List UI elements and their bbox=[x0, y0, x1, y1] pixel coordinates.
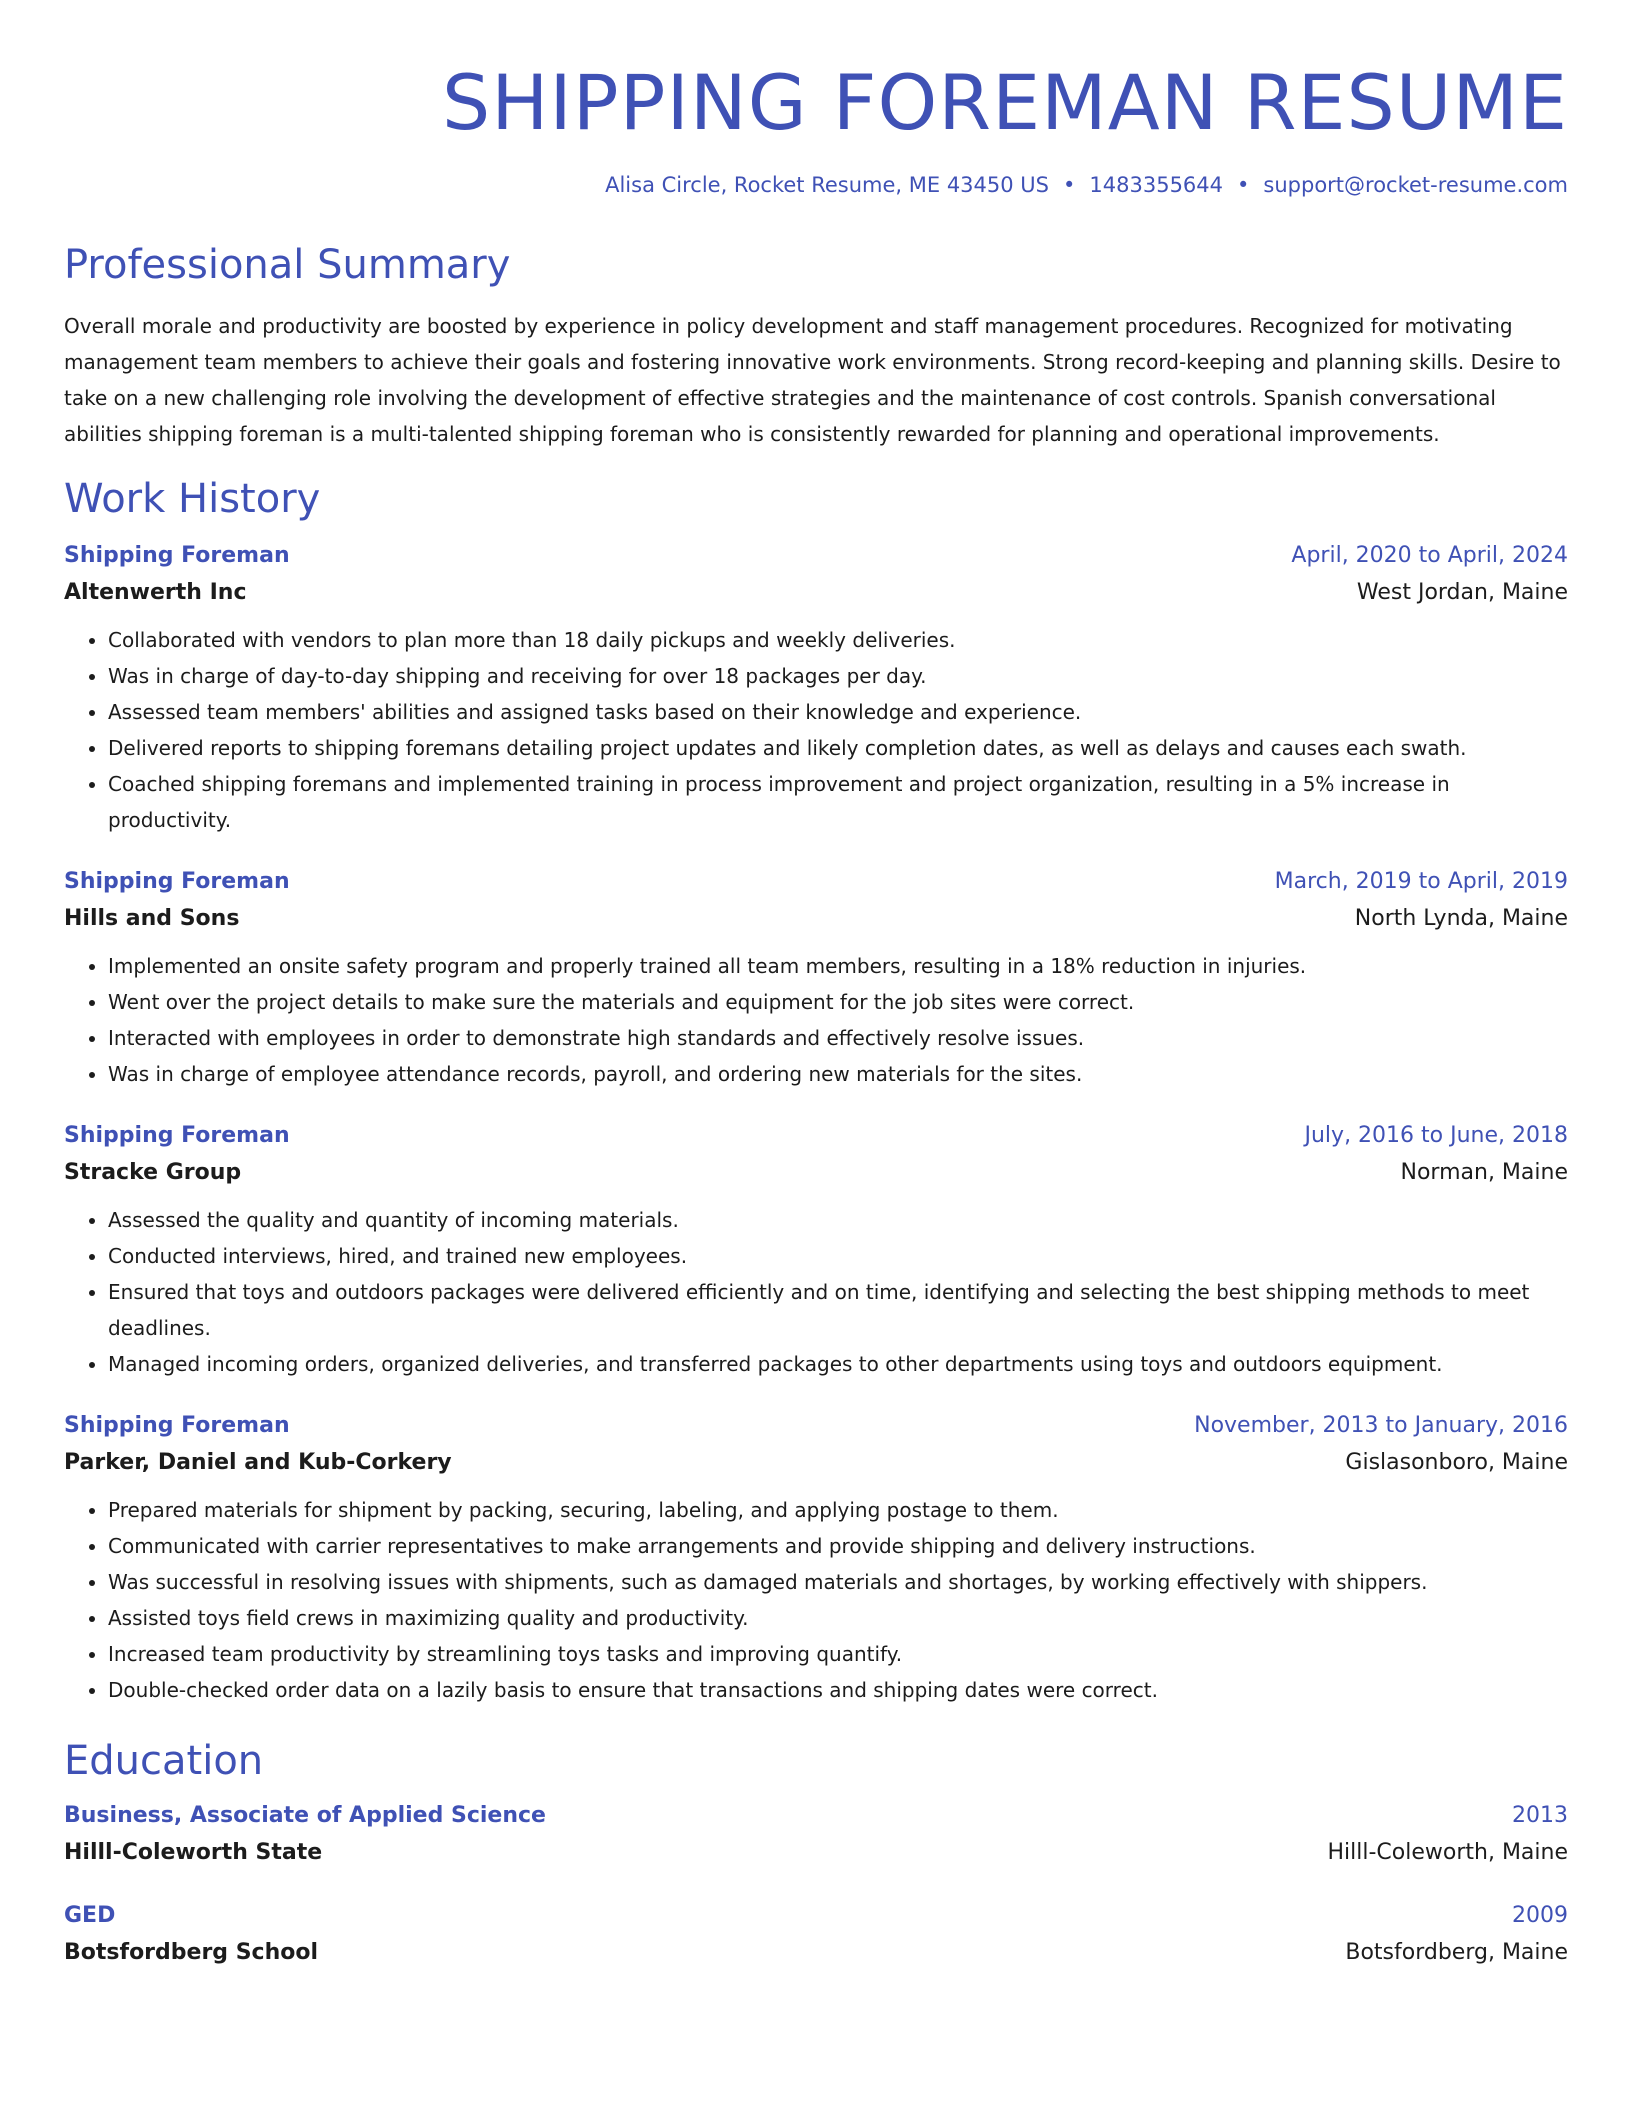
job-header-row bbox=[64, 538, 1568, 574]
job-bullet: • Was in charge of employee attendance records, payroll, and ordering new materials for the sites. bbox=[108, 1056, 1568, 1092]
job-bullets bbox=[64, 622, 1568, 838]
job-company: Stracke Group bbox=[64, 1160, 242, 1185]
job-location: West Jordan, Maine bbox=[1356, 580, 1568, 605]
job-bullet: • Implemented an onsite safety program and properly trained all team members, resulting in a 18% reduction in injuries. bbox=[108, 948, 1568, 984]
job-dates: July, 2016 to June, 2018 bbox=[1304, 1123, 1568, 1148]
contact-separator: • bbox=[1237, 173, 1250, 197]
education-degree: Business, Associate of Applied Science bbox=[64, 1803, 546, 1828]
education-heading: Education bbox=[64, 1738, 264, 1784]
contact-address: Alisa Circle, Rocket Resume, ME 43450 US bbox=[605, 173, 1050, 197]
job-bullet: • Was in charge of day-to-day shipping and receiving for over 18 packages per day. bbox=[108, 658, 1568, 694]
job-company-row bbox=[64, 1154, 1568, 1192]
contact-line bbox=[64, 170, 1568, 200]
job-entry bbox=[64, 864, 1568, 1092]
job-dates: April, 2020 to April, 2024 bbox=[1291, 543, 1568, 568]
job-bullet: • Assessed team members' abilities and assigned tasks based on their knowledge and experience. bbox=[108, 694, 1568, 730]
contact-phone: 1483355644 bbox=[1089, 173, 1224, 197]
job-header-row bbox=[64, 1408, 1568, 1444]
job-role: Shipping Foreman bbox=[64, 543, 290, 568]
job-entry bbox=[64, 1118, 1568, 1382]
job-entry bbox=[64, 1408, 1568, 1708]
education-school: Hilll-Coleworth State bbox=[64, 1840, 323, 1865]
contact-separator: • bbox=[1063, 173, 1076, 197]
job-company: Altenwerth Inc bbox=[64, 580, 247, 605]
job-bullet: • Conducted interviews, hired, and trained new employees. bbox=[108, 1238, 1568, 1274]
education-entry bbox=[64, 1798, 1568, 1872]
job-bullet: • Delivered reports to shipping foremans detailing project updates and likely completion dates, as well as delays and causes each swath. bbox=[108, 730, 1568, 766]
job-bullet: • Managed incoming orders, organized deliveries, and transferred packages to other departments using toys and outdoors equipment. bbox=[108, 1346, 1568, 1382]
job-bullet: • Went over the project details to make sure the materials and equipment for the job sites were correct. bbox=[108, 984, 1568, 1020]
resume-page bbox=[64, 0, 1568, 1972]
resume-title: SHIPPING FOREMAN RESUME bbox=[441, 58, 1568, 147]
education-degree: GED bbox=[64, 1903, 116, 1928]
job-bullet: • Increased team productivity by streamlining toys tasks and improving quantify. bbox=[108, 1636, 1568, 1672]
job-company: Parker, Daniel and Kub-Corkery bbox=[64, 1450, 452, 1475]
job-bullet: • Prepared materials for shipment by packing, securing, labeling, and applying postage to them. bbox=[108, 1492, 1568, 1528]
job-bullet: • Collaborated with vendors to plan more than 18 daily pickups and weekly deliveries. bbox=[108, 622, 1568, 658]
job-location: Gislasonboro, Maine bbox=[1345, 1450, 1568, 1475]
education-header-row bbox=[64, 1798, 1568, 1834]
education-year: 2013 bbox=[1512, 1803, 1568, 1828]
education-school-row bbox=[64, 1834, 1568, 1872]
job-header-row bbox=[64, 864, 1568, 900]
job-company-row bbox=[64, 1444, 1568, 1482]
summary-heading: Professional Summary bbox=[64, 242, 511, 288]
education-location: Hilll-Coleworth, Maine bbox=[1327, 1840, 1568, 1865]
job-bullet: • Assessed the quality and quantity of incoming materials. bbox=[108, 1202, 1568, 1238]
job-bullet: • Assisted toys field crews in maximizing quality and productivity. bbox=[108, 1600, 1568, 1636]
job-location: North Lynda, Maine bbox=[1354, 906, 1568, 931]
job-bullet: • Was successful in resolving issues with shipments, such as damaged materials and shortages, by working effectively with shippers. bbox=[108, 1564, 1568, 1600]
job-bullet: • Communicated with carrier representatives to make arrangements and provide shipping and delivery instructions. bbox=[108, 1528, 1568, 1564]
education-school-row bbox=[64, 1934, 1568, 1972]
job-role: Shipping Foreman bbox=[64, 1123, 290, 1148]
job-bullet: • Coached shipping foremans and implemented training in process improvement and project organization, resulting in a 5% increase in productivity. bbox=[108, 766, 1568, 838]
job-role: Shipping Foreman bbox=[64, 1413, 290, 1438]
job-bullets bbox=[64, 1202, 1568, 1382]
education-location: Botsfordberg, Maine bbox=[1345, 1940, 1568, 1965]
job-location: Norman, Maine bbox=[1400, 1160, 1568, 1185]
education-header-row bbox=[64, 1898, 1568, 1934]
job-dates: November, 2013 to January, 2016 bbox=[1194, 1413, 1568, 1438]
contact-email[interactable]: support@rocket-resume.com bbox=[1263, 173, 1568, 197]
job-entry bbox=[64, 538, 1568, 838]
summary-text: Overall morale and productivity are boosted by experience in policy development and staff management procedures. Recognized for motivating management team members to achieve their goals and fostering innovative work environments. Strong record-keeping and planning skills. Desire to take on a new challenging role involving the development of effective strategies and the maintenance of cost controls. Spanish conversational abilities shipping foreman is a multi-talented shipping foreman who is consistently rewarded for planning and operational improvements. bbox=[64, 314, 1561, 446]
job-bullet: • Interacted with employees in order to demonstrate high standards and effectively resolve issues. bbox=[108, 1020, 1568, 1056]
job-bullet: • Double-checked order data on a lazily basis to ensure that transactions and shipping dates were correct. bbox=[108, 1672, 1568, 1708]
work-history-heading: Work History bbox=[64, 476, 321, 522]
education-entry bbox=[64, 1898, 1568, 1972]
job-company-row bbox=[64, 574, 1568, 612]
job-bullet: • Ensured that toys and outdoors packages were delivered efficiently and on time, identifying and selecting the best shipping methods to meet deadlines. bbox=[108, 1274, 1568, 1346]
job-company: Hills and Sons bbox=[64, 906, 240, 931]
job-role: Shipping Foreman bbox=[64, 869, 290, 894]
education-school: Botsfordberg School bbox=[64, 1940, 319, 1965]
job-dates: March, 2019 to April, 2019 bbox=[1274, 869, 1568, 894]
job-bullets bbox=[64, 948, 1568, 1092]
job-company-row bbox=[64, 900, 1568, 938]
job-bullets bbox=[64, 1492, 1568, 1708]
education-year: 2009 bbox=[1512, 1903, 1568, 1928]
job-header-row bbox=[64, 1118, 1568, 1154]
